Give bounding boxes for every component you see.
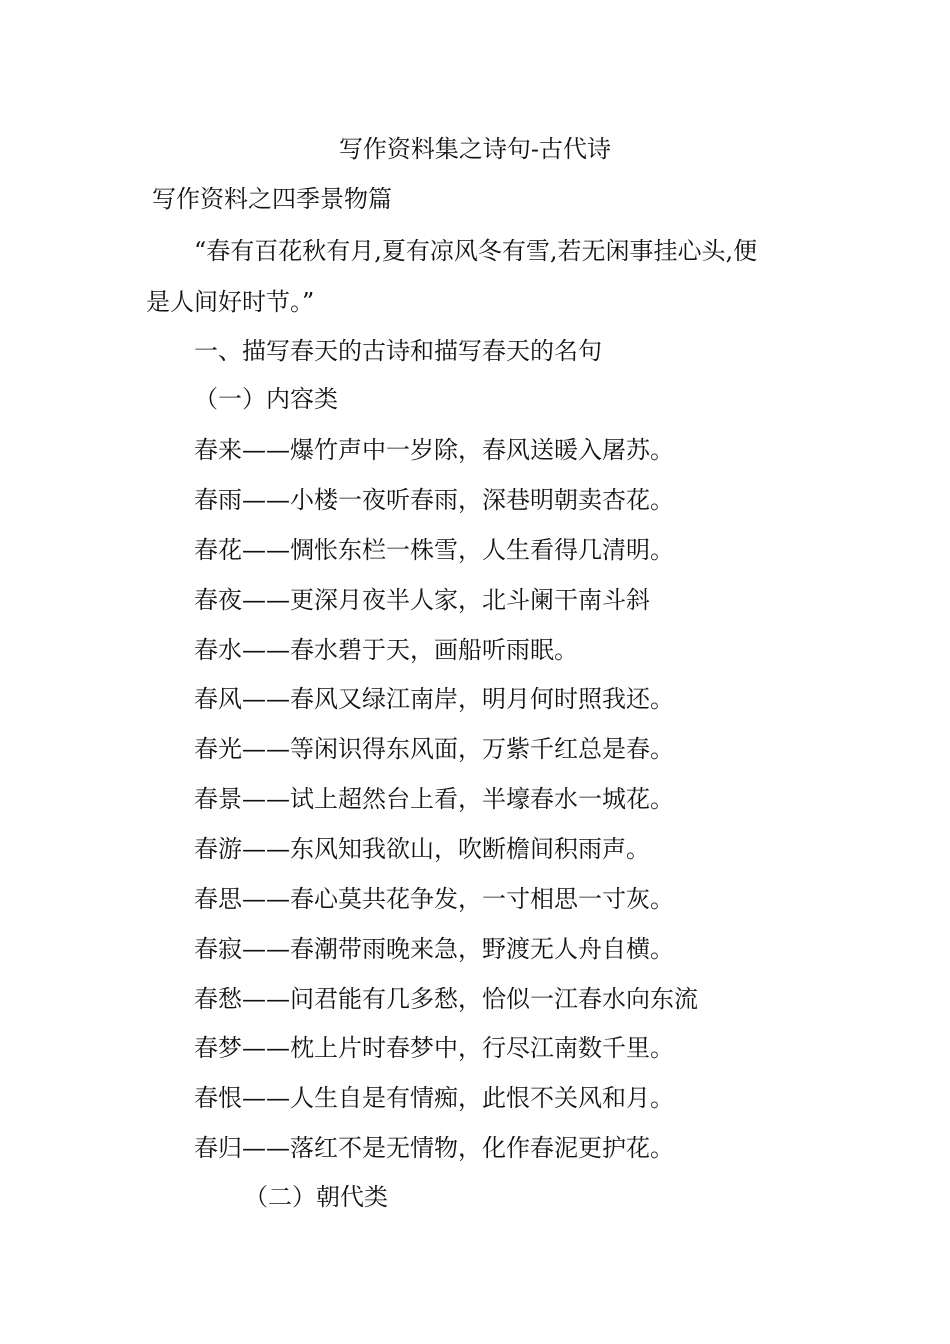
subsection-heading-dynasty: （二）朝代类	[244, 1183, 388, 1211]
document-subtitle: 写作资料之四季景物篇	[152, 185, 392, 213]
poem-line-item: 春梦——枕上片时春梦中，行尽江南数千里。	[194, 1034, 674, 1062]
poem-line-item: 春风——春风又绿江南岸，明月何时照我还。	[194, 685, 674, 713]
quote-line-2: 是人间好时节。”	[146, 288, 315, 316]
poem-line-item: 春归——落红不是无情物，化作春泥更护花。	[194, 1134, 674, 1162]
poem-line-item: 春光——等闲识得东风面，万紫千红总是春。	[194, 735, 674, 763]
poem-line-item: 春夜——更深月夜半人家，北斗阑干南斗斜	[194, 586, 650, 614]
poem-line-item: 春游——东风知我欲山，吹断檐间积雨声。	[194, 835, 650, 863]
poem-line-item: 春愁——问君能有几多愁，恰似一江春水向东流	[194, 985, 698, 1013]
poem-line-item: 春雨——小楼一夜听春雨，深巷明朝卖杏花。	[194, 486, 674, 514]
poem-line-item: 春寂——春潮带雨晚来急，野渡无人舟自横。	[194, 935, 674, 963]
document-title: 写作资料集之诗句-古代诗	[338, 135, 612, 163]
poem-line-item: 春水——春水碧于天，画船听雨眠。	[194, 636, 578, 664]
poem-line-item: 春来——爆竹声中一岁除，春风送暖入屠苏。	[194, 436, 674, 464]
poem-line-item: 春花——惆怅东栏一株雪，人生看得几清明。	[194, 536, 674, 564]
quote-line-1: “春有百花秋有月,夏有凉风冬有雪,若无闲事挂心头,便	[194, 237, 758, 265]
poem-line-item: 春景——试上超然台上看，半壕春水一城花。	[194, 785, 674, 813]
poem-line-item: 春思——春心莫共花争发，一寸相思一寸灰。	[194, 885, 674, 913]
poem-line-item: 春恨——人生自是有情痴，此恨不关风和月。	[194, 1084, 674, 1112]
subsection-heading-content: （一）内容类	[194, 385, 338, 413]
section-heading: 一、描写春天的古诗和描写春天的名句	[194, 337, 602, 365]
